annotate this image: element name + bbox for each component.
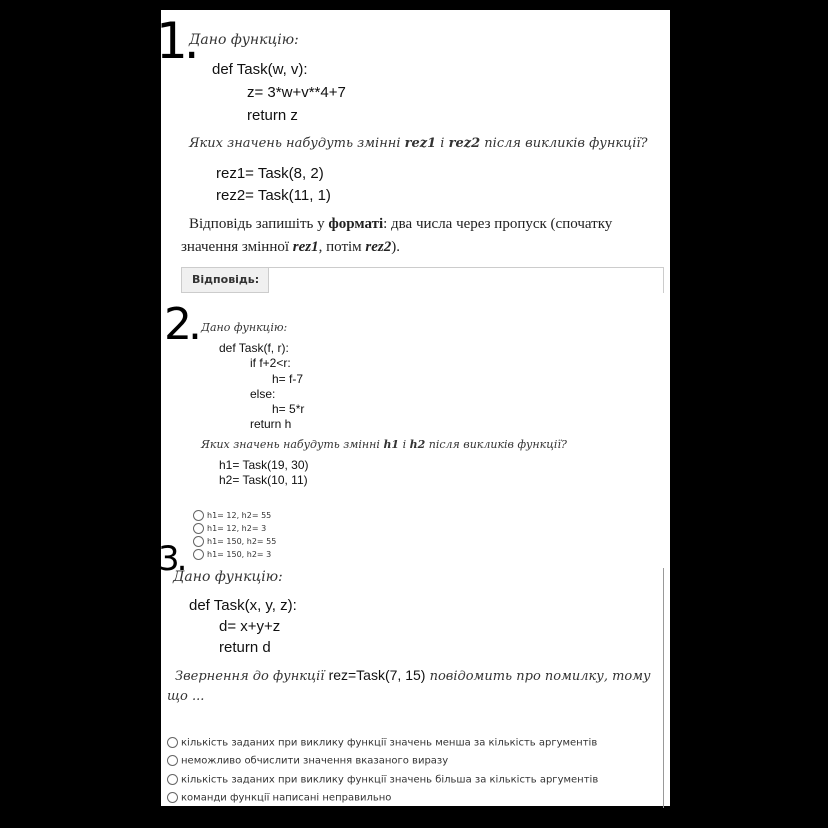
q3-option-2-label: неможливо обчислити значення вказаного виразу xyxy=(181,755,449,767)
q1-instr-d: , потім xyxy=(318,239,366,255)
q2-var-b: h2 xyxy=(409,438,426,451)
q1-code-line-1: def Task(w, v): xyxy=(212,61,308,78)
q2-option-1-label: h1= 12, h2= 55 xyxy=(207,511,272,520)
radio-button[interactable] xyxy=(167,755,178,766)
radio-button[interactable] xyxy=(193,510,204,521)
q1-instr-e: ). xyxy=(391,239,400,255)
q1-instr-b: : два числа через пропуск (спочатку xyxy=(383,216,613,232)
q2-call-1: h1= Task(19, 30) xyxy=(219,458,309,472)
q2-code-line-4: else: xyxy=(250,387,276,401)
q3-option-3-label: кількість заданих при виклику функції значень більша за кількість аргументів xyxy=(181,774,599,786)
q3-question-text: Звернення до функції xyxy=(175,669,329,684)
radio-button[interactable] xyxy=(193,549,204,560)
q2-question-and: і xyxy=(399,438,410,451)
q1-question-end: після викликів функції? xyxy=(480,136,648,151)
question-number-3: 3. xyxy=(158,539,185,579)
q1-instr-bold: форматі xyxy=(328,216,384,232)
answer-field-row xyxy=(181,267,664,293)
q1-var-b: rez2 xyxy=(448,136,481,151)
q3-intro: Дано функцію: xyxy=(173,569,283,585)
q1-intro: Дано функцію: xyxy=(189,32,299,48)
radio-button[interactable] xyxy=(167,792,178,803)
q2-code-line-2: if f+2<r: xyxy=(250,356,291,370)
q3-option-4[interactable] xyxy=(167,792,391,804)
q3-code-line-2: d= x+y+z xyxy=(219,618,281,635)
q2-question xyxy=(201,438,567,451)
q1-instruction-line-2 xyxy=(181,239,400,256)
q1-instr-var1: rez1 xyxy=(292,239,319,255)
q3-option-1-label: кількість заданих при виклику функції значень менша за кількість аргументів xyxy=(181,737,598,749)
q3-code-line-3: return d xyxy=(219,639,271,656)
q1-question-and: і xyxy=(436,136,449,151)
q2-option-4[interactable] xyxy=(193,549,271,560)
q1-instr-var2: rez2 xyxy=(365,239,392,255)
q2-code-line-3: h= f-7 xyxy=(272,372,304,386)
question-number-2: 2. xyxy=(164,299,198,350)
q1-question xyxy=(189,136,648,151)
q1-call-2: rez2= Task(11, 1) xyxy=(216,187,331,204)
question-number-1: 1. xyxy=(156,12,196,70)
q3-question-end: повідомить про помилку, тому xyxy=(425,669,651,684)
radio-button[interactable] xyxy=(193,536,204,547)
q3-option-3[interactable] xyxy=(167,774,598,786)
q3-question xyxy=(175,667,651,684)
q2-intro: Дано функцію: xyxy=(201,321,288,334)
q3-call: rez=Task(7, 15) xyxy=(328,667,426,683)
q1-question-text: Яких значень набудуть змінні xyxy=(189,136,405,151)
q2-option-3[interactable] xyxy=(193,536,276,547)
q2-option-1[interactable] xyxy=(193,510,271,521)
q2-code-line-1: def Task(f, r): xyxy=(219,341,289,355)
q2-call-2: h2= Task(10, 11) xyxy=(219,473,308,487)
q1-call-1: rez1= Task(8, 2) xyxy=(216,165,324,182)
q1-var-a: rez1 xyxy=(404,136,437,151)
answer-label: Відповідь: xyxy=(182,268,269,292)
q1-instr-a: Відповідь запишіть у xyxy=(189,216,329,232)
q2-option-2[interactable] xyxy=(193,523,266,534)
q3-option-1[interactable] xyxy=(167,737,597,749)
radio-button[interactable] xyxy=(167,737,178,748)
answer-input[interactable] xyxy=(269,268,663,294)
q3-option-2[interactable] xyxy=(167,755,448,767)
q3-code-line-1: def Task(x, y, z): xyxy=(189,597,297,614)
q1-instr-c: значення змінної xyxy=(181,239,293,255)
q3-question-line-2: що ... xyxy=(167,689,205,704)
q1-code-line-2: z= 3*w+v**4+7 xyxy=(247,84,346,101)
q2-code-line-6: return h xyxy=(250,417,292,431)
q2-option-2-label: h1= 12, h2= 3 xyxy=(207,524,267,533)
radio-button[interactable] xyxy=(193,523,204,534)
q2-question-text: Яких значень набудуть змінні xyxy=(201,438,384,451)
divider-line xyxy=(663,568,664,808)
q2-question-end: після викликів функції? xyxy=(425,438,567,451)
q1-code-line-3: return z xyxy=(247,107,298,124)
q2-option-3-label: h1= 150, h2= 55 xyxy=(207,537,277,546)
q2-option-4-label: h1= 150, h2= 3 xyxy=(207,550,272,559)
worksheet xyxy=(156,10,670,806)
radio-button[interactable] xyxy=(167,774,178,785)
q1-instruction-line-1 xyxy=(189,216,612,233)
q3-option-4-label: команди функції написані неправильно xyxy=(181,792,392,804)
q2-var-a: h1 xyxy=(383,438,400,451)
q2-code-line-5: h= 5*r xyxy=(272,402,305,416)
